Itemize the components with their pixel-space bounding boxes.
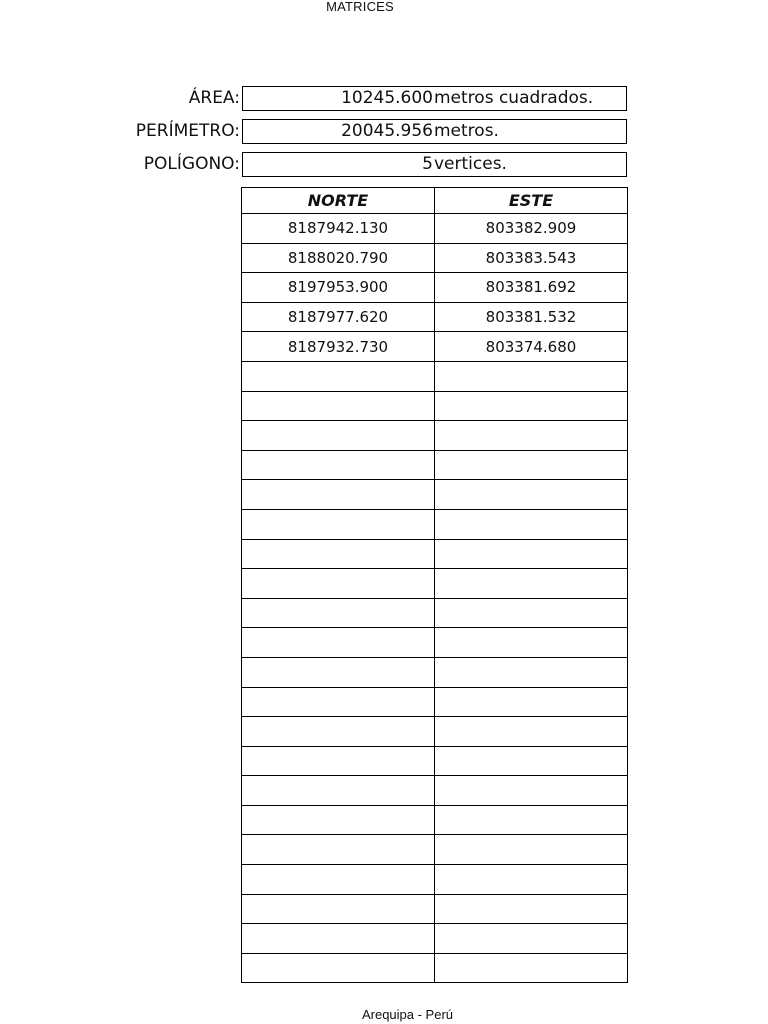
este-cell bbox=[435, 924, 628, 954]
este-cell bbox=[435, 746, 628, 776]
perimeter-value: 20045.956 bbox=[341, 121, 433, 141]
table-row bbox=[242, 243, 628, 273]
norte-cell bbox=[242, 717, 435, 747]
este-cell: 803382.909 bbox=[435, 214, 628, 244]
polygon-value: 5 bbox=[422, 154, 433, 174]
este-cell bbox=[435, 421, 628, 451]
table-row bbox=[242, 717, 628, 747]
perimeter-unit: metros. bbox=[434, 121, 499, 141]
este-cell bbox=[435, 391, 628, 421]
este-cell: 803374.680 bbox=[435, 332, 628, 362]
area-value-box bbox=[242, 86, 627, 111]
norte-cell bbox=[242, 539, 435, 569]
table-row bbox=[242, 509, 628, 539]
este-cell bbox=[435, 687, 628, 717]
norte-cell bbox=[242, 450, 435, 480]
table-row bbox=[242, 302, 628, 332]
perimeter-row bbox=[0, 119, 768, 143]
este-cell: 803381.532 bbox=[435, 302, 628, 332]
norte-cell bbox=[242, 805, 435, 835]
table-row bbox=[242, 421, 628, 451]
perimeter-label: PERÍMETRO: bbox=[135, 121, 240, 141]
norte-cell: 8187932.730 bbox=[242, 332, 435, 362]
table-row bbox=[242, 746, 628, 776]
table-row bbox=[242, 450, 628, 480]
este-cell: 803381.692 bbox=[435, 273, 628, 303]
table-row bbox=[242, 539, 628, 569]
column-header-este: ESTE bbox=[435, 188, 628, 214]
area-row bbox=[0, 86, 768, 110]
table-row bbox=[242, 332, 628, 362]
perimeter-value-box bbox=[242, 119, 627, 144]
norte-cell bbox=[242, 628, 435, 658]
este-cell bbox=[435, 539, 628, 569]
norte-cell bbox=[242, 835, 435, 865]
norte-cell bbox=[242, 421, 435, 451]
coordinates-table-body bbox=[242, 214, 628, 983]
area-unit: metros cuadrados. bbox=[434, 88, 594, 108]
polygon-label: POLÍGONO: bbox=[143, 154, 240, 174]
norte-cell bbox=[242, 657, 435, 687]
table-row bbox=[242, 628, 628, 658]
norte-cell bbox=[242, 391, 435, 421]
table-row bbox=[242, 657, 628, 687]
este-cell bbox=[435, 717, 628, 747]
table-row bbox=[242, 953, 628, 983]
norte-cell bbox=[242, 480, 435, 510]
este-cell bbox=[435, 598, 628, 628]
este-cell bbox=[435, 805, 628, 835]
este-cell bbox=[435, 361, 628, 391]
area-label: ÁREA: bbox=[188, 88, 240, 108]
table-row bbox=[242, 361, 628, 391]
document-header-title: MATRICES bbox=[326, 0, 394, 14]
table-row bbox=[242, 805, 628, 835]
table-row bbox=[242, 894, 628, 924]
este-cell bbox=[435, 894, 628, 924]
area-value: 10245.600 bbox=[341, 88, 433, 108]
table-row bbox=[242, 598, 628, 628]
polygon-value-box bbox=[242, 152, 627, 177]
norte-cell bbox=[242, 894, 435, 924]
column-header-norte: NORTE bbox=[242, 188, 435, 214]
norte-cell bbox=[242, 598, 435, 628]
este-cell bbox=[435, 657, 628, 687]
coordinates-table bbox=[241, 187, 628, 983]
table-row bbox=[242, 835, 628, 865]
norte-cell bbox=[242, 361, 435, 391]
este-cell bbox=[435, 953, 628, 983]
table-row bbox=[242, 569, 628, 599]
footer-location: Arequipa - Perú bbox=[361, 1007, 454, 1022]
norte-cell: 8197953.900 bbox=[242, 273, 435, 303]
este-cell bbox=[435, 628, 628, 658]
norte-cell: 8187942.130 bbox=[242, 214, 435, 244]
norte-cell: 8187977.620 bbox=[242, 302, 435, 332]
table-row bbox=[242, 214, 628, 244]
norte-cell bbox=[242, 509, 435, 539]
norte-cell: 8188020.790 bbox=[242, 243, 435, 273]
este-cell bbox=[435, 480, 628, 510]
este-cell bbox=[435, 509, 628, 539]
norte-cell bbox=[242, 776, 435, 806]
table-row bbox=[242, 273, 628, 303]
norte-cell bbox=[242, 953, 435, 983]
este-cell bbox=[435, 450, 628, 480]
table-row bbox=[242, 776, 628, 806]
este-cell bbox=[435, 835, 628, 865]
norte-cell bbox=[242, 569, 435, 599]
este-cell bbox=[435, 865, 628, 895]
este-cell bbox=[435, 776, 628, 806]
norte-cell bbox=[242, 687, 435, 717]
norte-cell bbox=[242, 865, 435, 895]
table-row bbox=[242, 480, 628, 510]
table-row bbox=[242, 391, 628, 421]
polygon-row bbox=[0, 152, 768, 176]
norte-cell bbox=[242, 746, 435, 776]
polygon-unit: vertices. bbox=[434, 154, 507, 174]
norte-cell bbox=[242, 924, 435, 954]
coordinates-header-row bbox=[242, 188, 628, 214]
este-cell bbox=[435, 569, 628, 599]
este-cell: 803383.543 bbox=[435, 243, 628, 273]
table-row bbox=[242, 865, 628, 895]
table-row bbox=[242, 687, 628, 717]
table-row bbox=[242, 924, 628, 954]
